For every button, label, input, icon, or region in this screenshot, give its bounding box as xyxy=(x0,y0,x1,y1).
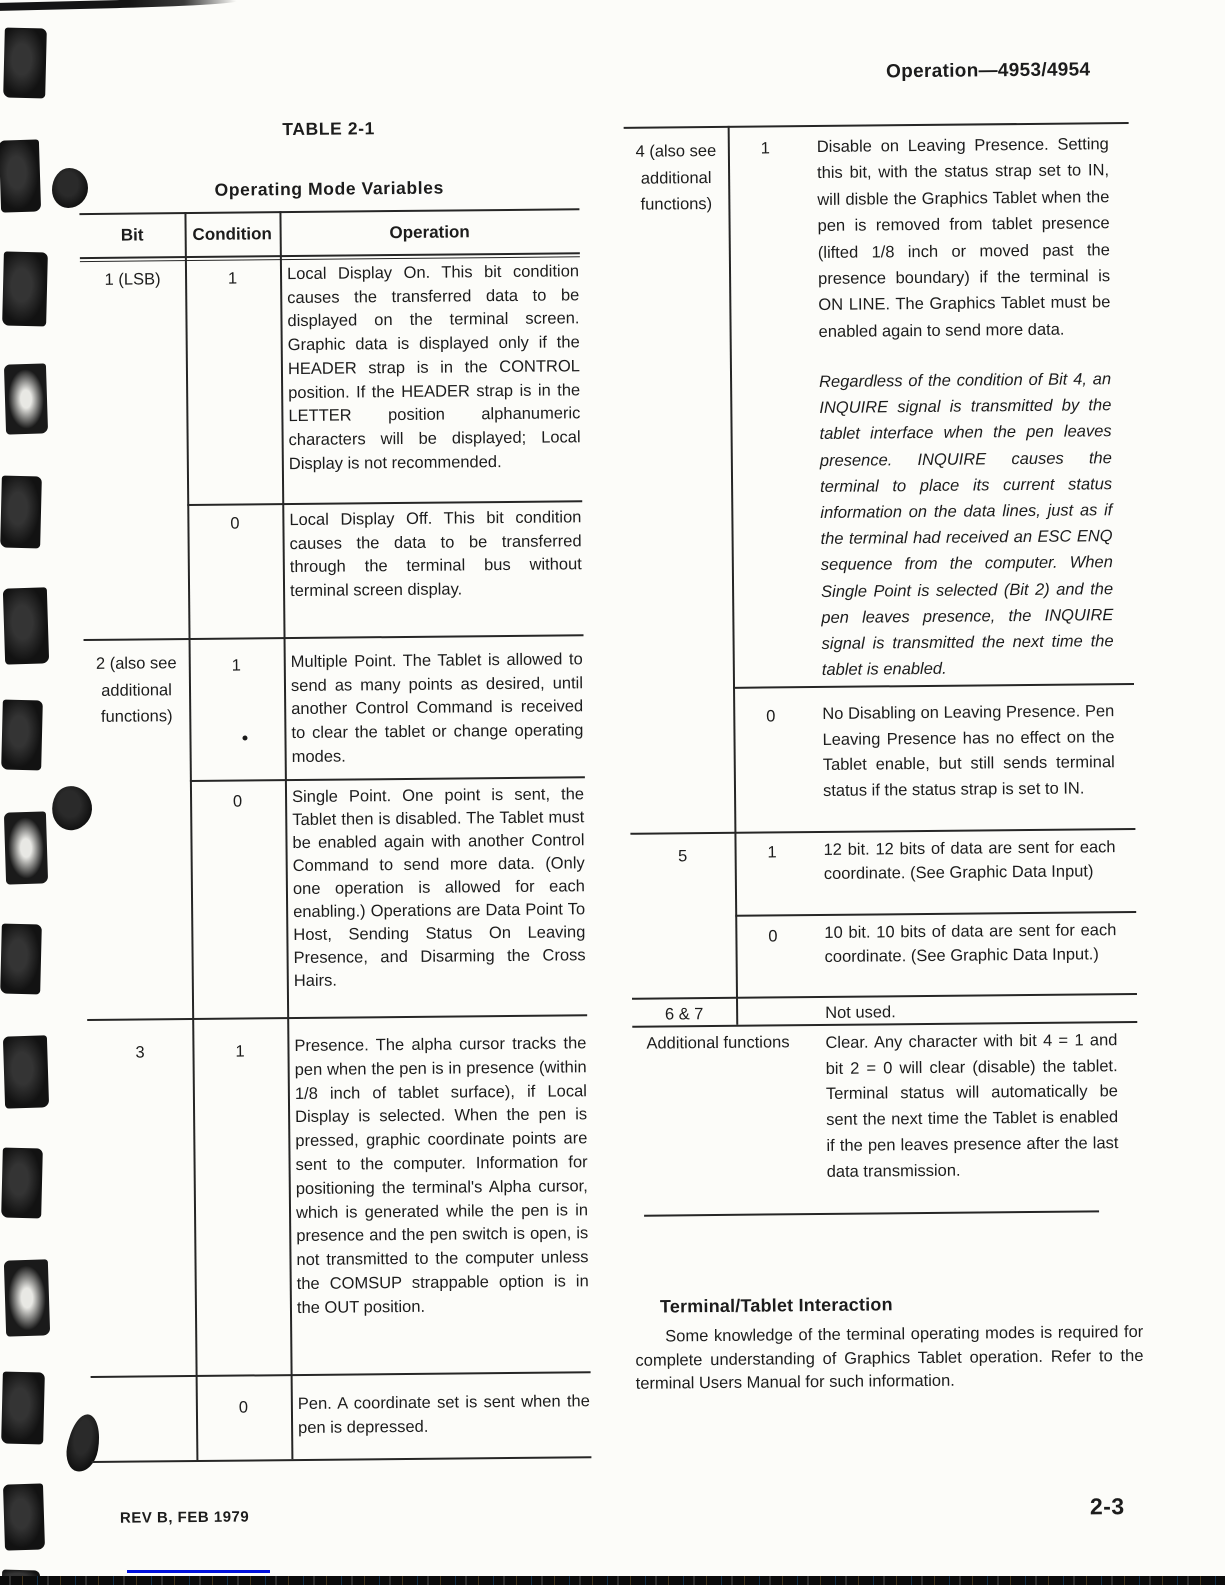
bit-cell: 4 (also see additional functions) xyxy=(635,141,717,214)
operation-cell: Presence. The alpha cursor tracks the pen when the pen is in presence (within 1/8 inch of tablet surface), if Local Display is selected. When the pen is pressed, graphic coordinate points are sent to the computer. Information for positioning the terminal's Alpha cursor, which is generated while the pen is in presence and the pen switch is open, is not transmitted to the computer unless the COMSUP strappable option is in the OUT position. xyxy=(294,1034,589,1317)
ink-speck xyxy=(242,735,247,740)
bit-cell: Additional functions xyxy=(646,1033,790,1053)
operation-cell: 10 bit. 10 bits of data are sent for each coordinate. (See Graphic Data Input.) xyxy=(824,921,1117,966)
condition-cell: 1 xyxy=(227,269,238,288)
revision-footer: REV B, FEB 1979 xyxy=(119,1508,250,1527)
table-title: TABLE 2-1 xyxy=(282,118,376,140)
condition-cell: 0 xyxy=(768,927,778,946)
table-rule xyxy=(735,911,1136,917)
table-column-line xyxy=(728,126,739,1025)
condition-cell: 1 xyxy=(760,139,771,158)
operation-cell: Local Display Off. This bit condition causes the data to be transferred through the terminal bus without terminal screen display. xyxy=(289,508,582,601)
table-rule xyxy=(630,828,1135,835)
table-rule xyxy=(79,208,579,215)
operation-cell: Not used. xyxy=(825,1003,896,1022)
bit-cell: 5 xyxy=(677,847,688,866)
table-column-line xyxy=(184,212,198,1460)
table-rule xyxy=(733,683,1134,689)
operating-mode-table-continued xyxy=(624,122,1139,1217)
bit-cell: 2 (also see additional functions) xyxy=(95,654,177,726)
table-rule xyxy=(624,122,1129,129)
bit-cell: 3 xyxy=(135,1043,145,1062)
bit-cell: 1 (LSB) xyxy=(104,270,161,289)
table-rule xyxy=(190,776,585,782)
condition-cell: 1 xyxy=(231,656,241,675)
operation-cell: Local Display On. This bit condition causes the transferred data to be displayed on the terminal screen. Graphic data is displayed only if the HEADER strap is in the CONTROL position. If the HEADER strap is in the LETTER position alphanumeric characters will be displayed; Local Display is not recommended. xyxy=(286,262,581,473)
page-number: 2-3 xyxy=(1089,1493,1125,1520)
table-subtitle: Operating Mode Variables xyxy=(214,177,444,200)
condition-cell: 1 xyxy=(767,843,777,862)
column-header-condition: Condition xyxy=(192,224,272,244)
table-rule xyxy=(87,1014,587,1021)
operation-cell: No Disabling on Leaving Presence. Pen Leaving Presence has no effect on the Tablet enable, but still sends terminal status if the status strap is set to IN. xyxy=(822,702,1115,800)
operation-cell: Clear. Any character with bit 4 = 1 and bit 2 = 0 will clear (disable) the tablet. Terminal status will automatically be sent the next time the Tablet is enabled if the pen leaves presence after the last data transmission. xyxy=(825,1031,1119,1181)
section-body: Some knowledge of the terminal operating modes is required for complete understanding of Graphics Tablet operation. Refer to the terminal Users Manual for such information. xyxy=(635,1322,1144,1393)
operation-cell: Single Point. One point is sent, the Tablet then is disabled. The Tablet must be enabled again with another Control Command to send more data. (Only one operation is allowed for each enabling.) Operations are Data Point To Host, Sending Status On Leaving Presence, and Disarming the Cross Hairs. xyxy=(291,785,586,991)
bit-cell: 6 & 7 xyxy=(664,1005,704,1024)
section-heading: Terminal/Tablet Interaction xyxy=(659,1294,893,1317)
table-rule xyxy=(91,1456,591,1463)
table-rule xyxy=(644,1210,1099,1216)
operation-cell: Pen. A coordinate set is sent when the pen is depressed. xyxy=(297,1392,590,1438)
operation-note: Regardless of the condition of Bit 4, an INQUIRE signal is transmitted by the tablet interface when the pen leaves presence. INQUIRE causes the terminal to place its current status information on the data lines, just as if the terminal had received an ESC ENQ sequence from the computer. When Single Point is selected (Bit 2) and the pen leaves presence, the INQUIRE signal is transmitted the next time the tablet is enabled. xyxy=(819,370,1114,680)
condition-cell: 0 xyxy=(232,792,243,811)
operation-cell: 12 bit. 12 bits of data are sent for each coordinate. (See Graphic Data Input) xyxy=(823,838,1116,883)
table-rule xyxy=(91,1371,591,1378)
column-header-bit: Bit xyxy=(120,225,144,245)
condition-cell: 0 xyxy=(766,707,776,726)
condition-cell: 0 xyxy=(238,1398,249,1417)
condition-cell: 1 xyxy=(235,1042,245,1061)
table-rule xyxy=(84,634,584,641)
operation-cell: Disable on Leaving Presence. Setting this bit, with the status strap set to IN, will disble the Graphics Tablet when the pen is removed from tablet presence (lifted 1/8 inch or moved past the presence boundary) if the terminal is ON LINE. The Graphics Tablet must be enabled again to send more data. xyxy=(816,135,1111,341)
operation-cell: Multiple Point. The Tablet is allowed to send as many points as desired, until another Control Command is received to clear the tablet or change operating modes. xyxy=(290,650,584,766)
column-header-operation: Operation xyxy=(389,222,470,243)
condition-cell: 0 xyxy=(230,514,240,533)
operating-mode-table xyxy=(79,208,591,1463)
page-header: Operation—4953/4954 xyxy=(886,59,1091,83)
table-rule xyxy=(187,500,582,506)
